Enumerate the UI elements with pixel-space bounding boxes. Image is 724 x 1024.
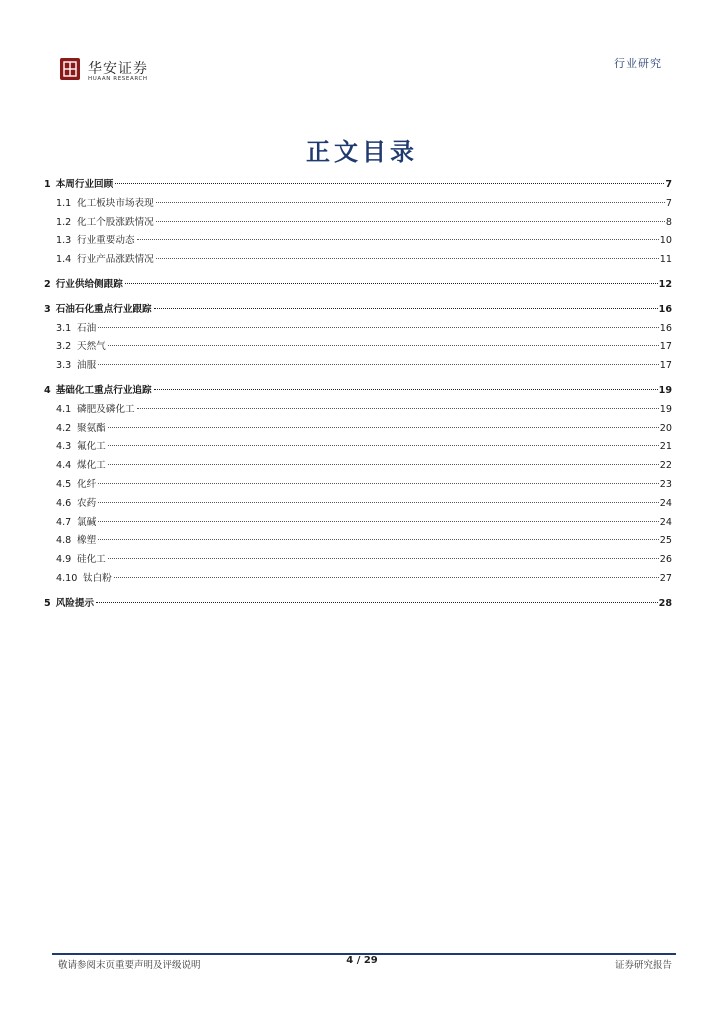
- toc-entry-title: 石油石化重点行业跟踪: [55, 303, 152, 315]
- toc-entry-number: 1.2: [56, 216, 72, 228]
- table-of-contents: [44, 176, 672, 614]
- toc-entry-number: 4.2: [56, 422, 72, 434]
- toc-entry-page: 19: [659, 403, 672, 415]
- toc-leader-dots: [98, 539, 659, 540]
- toc-leader-dots: [114, 577, 659, 578]
- toc-leader-dots: [108, 464, 659, 465]
- toc-leader-dots: [96, 602, 658, 603]
- toc-entry-number: 4.5: [56, 478, 72, 490]
- toc-entry-title: 天然气: [77, 341, 106, 353]
- toc-entry-number: 1.1: [56, 197, 72, 209]
- toc-entry-page: 8: [665, 216, 672, 228]
- toc-entry-chapter[interactable]: [44, 176, 672, 195]
- toc-entry-title: 化工板块市场表现: [77, 197, 154, 209]
- toc-leader-dots: [108, 427, 659, 428]
- toc-entry-number: 4.7: [56, 516, 72, 528]
- toc-entry-section[interactable]: [44, 232, 672, 251]
- toc-entry-page: 7: [665, 179, 672, 190]
- toc-entry-section[interactable]: [44, 438, 672, 457]
- toc-leader-dots: [156, 258, 659, 259]
- toc-leader-dots: [108, 558, 659, 559]
- toc-entry-page: 22: [659, 460, 672, 472]
- toc-entry-section[interactable]: [44, 457, 672, 476]
- toc-entry-title: 行业产品涨跌情况: [77, 254, 154, 266]
- toc-leader-dots: [115, 183, 664, 184]
- toc-entry-page: 28: [658, 597, 672, 609]
- toc-entry-number: 3.2: [56, 341, 72, 353]
- footer-report-type: 证券研究报告: [614, 960, 672, 971]
- toc-entry-section[interactable]: [44, 551, 672, 570]
- toc-entry-title: 橡塑: [77, 535, 97, 547]
- toc-entry-section[interactable]: [44, 420, 672, 439]
- toc-entry-title: 风险提示: [55, 597, 95, 609]
- toc-entry-section[interactable]: [44, 514, 672, 533]
- toc-entry-title: 硅化工: [77, 554, 106, 566]
- toc-leader-dots: [137, 408, 659, 409]
- toc-entry-chapter[interactable]: [44, 382, 672, 401]
- toc-entry-title: 石油: [77, 322, 97, 334]
- toc-entry-section[interactable]: [44, 338, 672, 357]
- toc-entry-number: 4.3: [56, 441, 72, 453]
- page-header: [56, 55, 668, 91]
- logo-text-cn: 华安证券: [88, 61, 148, 77]
- toc-entry-page: 7: [665, 197, 672, 209]
- toc-leader-dots: [125, 283, 658, 284]
- toc-leader-dots: [98, 364, 659, 365]
- toc-entry-title: 基础化工重点行业追踪: [55, 384, 152, 396]
- toc-leader-dots: [137, 239, 659, 240]
- toc-entry-title: 氯碱: [77, 516, 97, 528]
- toc-entry-page: 27: [659, 572, 672, 584]
- toc-entry-number: 4.9: [56, 554, 72, 566]
- toc-entry-section[interactable]: [44, 195, 672, 214]
- toc-entry-chapter[interactable]: [44, 595, 672, 614]
- toc-entry-section[interactable]: [44, 495, 672, 514]
- toc-entry-number: 4.6: [56, 497, 72, 509]
- toc-leader-dots: [154, 308, 658, 309]
- toc-entry-page: 10: [659, 235, 672, 247]
- toc-entry-number: 4.4: [56, 460, 72, 472]
- toc-leader-dots: [154, 389, 658, 390]
- toc-entry-section[interactable]: [44, 357, 672, 376]
- toc-entry-number: 5: [44, 597, 51, 609]
- report-category: 行业研究: [614, 57, 662, 70]
- toc-entry-number: 1.4: [56, 254, 72, 266]
- toc-entry-title: 农药: [77, 497, 97, 509]
- toc-entry-page: 21: [659, 441, 672, 453]
- toc-leader-dots: [108, 445, 659, 446]
- toc-entry-number: 4: [44, 384, 51, 396]
- toc-entry-number: 3.1: [56, 322, 72, 334]
- footer-disclaimer: 敬请参阅末页重要声明及评级说明: [58, 960, 201, 971]
- toc-leader-dots: [98, 502, 659, 503]
- toc-entry-title: 油服: [77, 360, 97, 372]
- toc-entry-page: 23: [659, 478, 672, 490]
- toc-entry-number: 4.1: [56, 403, 72, 415]
- toc-entry-title: 氟化工: [77, 441, 106, 453]
- toc-entry-section[interactable]: [44, 401, 672, 420]
- toc-title: 正文目录: [306, 137, 418, 166]
- logo-text-en: HUAAN RESEARCH: [88, 76, 148, 82]
- toc-entry-page: 17: [659, 341, 672, 353]
- toc-entry-section[interactable]: [44, 476, 672, 495]
- toc-entry-page: 16: [659, 322, 672, 334]
- toc-entry-number: 3.3: [56, 360, 72, 372]
- toc-leader-dots: [108, 345, 659, 346]
- toc-entry-chapter[interactable]: [44, 276, 672, 295]
- page-number: 4 / 29: [346, 955, 378, 966]
- toc-entry-page: 24: [659, 516, 672, 528]
- toc-entry-page: 16: [658, 303, 672, 315]
- toc-entry-number: 1: [44, 179, 51, 190]
- toc-entry-page: 17: [659, 360, 672, 372]
- toc-entry-page: 20: [659, 422, 672, 434]
- toc-entry-page: 26: [659, 554, 672, 566]
- toc-leader-dots: [156, 202, 665, 203]
- toc-entry-title: 化工个股涨跌情况: [77, 216, 154, 228]
- toc-entry-page: 12: [658, 278, 672, 290]
- toc-entry-section[interactable]: [44, 251, 672, 270]
- toc-entry-number: 4.10: [56, 572, 78, 584]
- toc-entry-title: 聚氨酯: [77, 422, 106, 434]
- toc-entry-chapter[interactable]: [44, 301, 672, 320]
- toc-entry-section[interactable]: [44, 214, 672, 233]
- toc-entry-title: 化纤: [77, 478, 97, 490]
- toc-entry-section[interactable]: [44, 532, 672, 551]
- toc-entry-section[interactable]: [44, 570, 672, 589]
- toc-entry-title: 磷肥及磷化工: [77, 403, 135, 415]
- toc-entry-number: 2: [44, 278, 51, 290]
- toc-entry-number: 3: [44, 303, 51, 315]
- toc-entry-page: 24: [659, 497, 672, 509]
- toc-leader-dots: [98, 327, 659, 328]
- toc-entry-title: 本周行业回顾: [55, 179, 114, 190]
- toc-entry-number: 1.3: [56, 235, 72, 247]
- toc-entry-title: 行业供给侧跟踪: [55, 278, 123, 290]
- toc-entry-title: 钛白粉: [83, 572, 112, 584]
- toc-entry-page: 11: [659, 254, 672, 266]
- toc-leader-dots: [98, 483, 659, 484]
- toc-entry-section[interactable]: [44, 320, 672, 339]
- toc-entry-number: 4.8: [56, 535, 72, 547]
- toc-leader-dots: [98, 521, 659, 522]
- toc-entry-page: 19: [658, 384, 672, 396]
- toc-entry-title: 煤化工: [77, 460, 106, 472]
- huaan-logo-icon: [60, 58, 80, 80]
- toc-entry-page: 25: [659, 535, 672, 547]
- toc-leader-dots: [156, 221, 665, 222]
- toc-entry-title: 行业重要动态: [77, 235, 135, 247]
